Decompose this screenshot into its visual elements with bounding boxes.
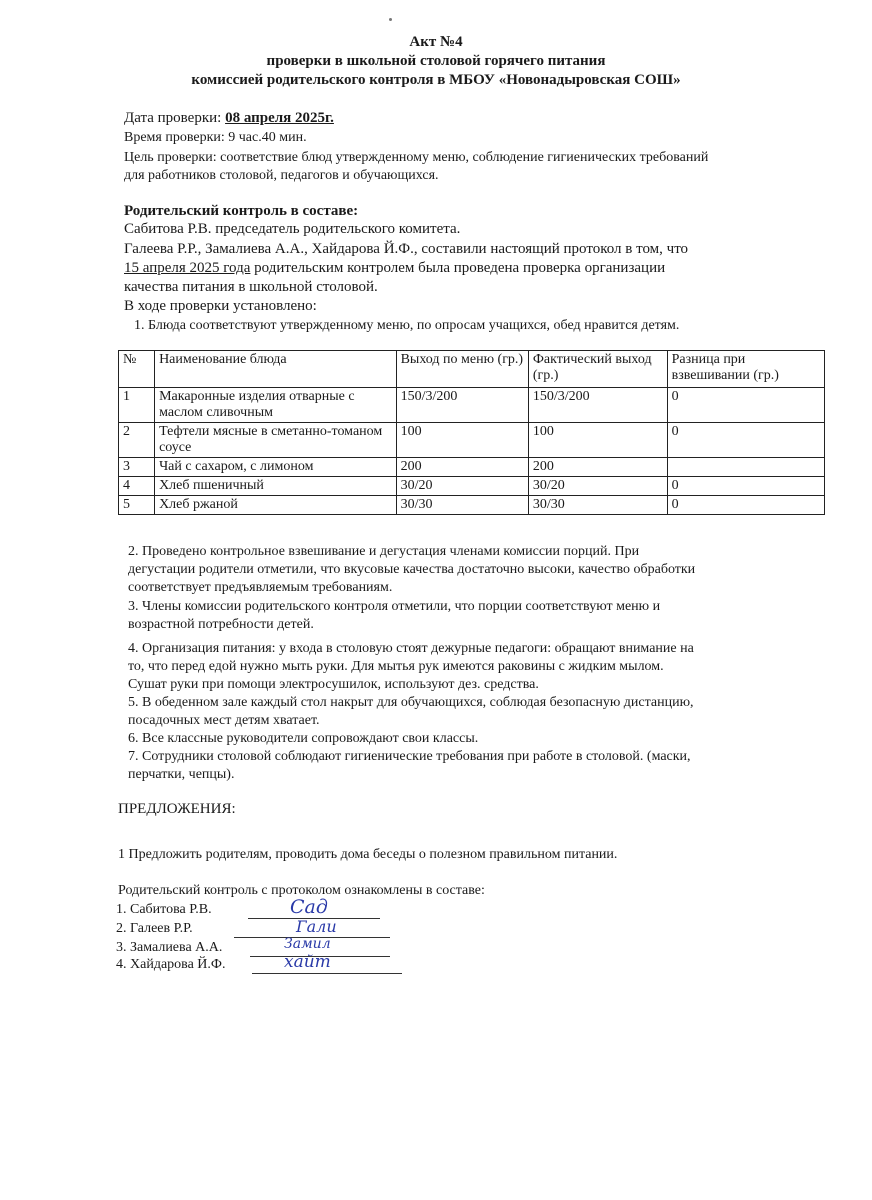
row-number: 4 — [119, 477, 155, 496]
dish-name: Чай с сахаром, с лимоном — [155, 458, 397, 477]
menu-yield: 30/20 — [396, 477, 528, 496]
table-header-row — [119, 351, 825, 388]
finding-4-l3: Сушат руки при помощи электросушилок, используют дез. средства. — [128, 677, 539, 692]
col-dish-name: Наименование блюда — [155, 351, 397, 388]
inspection-goal-l1: Цель проверки: соответствие блюд утвержденному меню, соблюдение гигиенических требований — [124, 150, 709, 165]
inspection-time: Время проверки: 9 час.40 мин. — [124, 130, 307, 145]
proposals-heading: ПРЕДЛОЖЕНИЯ: — [118, 801, 236, 817]
menu-yield: 100 — [396, 423, 528, 458]
weight-difference: 0 — [667, 477, 824, 496]
commission-members-l1: Галеева Р.Р., Замалиева А.А., Хайдарова Й.Ф., составили настоящий протокол в том, что — [124, 241, 689, 257]
weight-difference — [667, 458, 824, 477]
dish-name: Хлеб пшеничный — [155, 477, 397, 496]
inspection-goal-l2: для работников столовой, педагогов и обучающихся. — [124, 168, 439, 183]
signer-name: 3. Замалиева А.А. — [116, 940, 223, 955]
inspection-date — [124, 110, 334, 127]
signer-name: 1. Сабитова Р.В. — [116, 902, 212, 917]
date-label: Дата проверки: — [124, 110, 222, 126]
finding-2-l1: 2. Проведено контрольное взвешивание и дегустация членами комиссии порций. При — [128, 544, 640, 559]
finding-3-l2: возрастной потребности детей. — [128, 617, 314, 632]
signer-name: 2. Галеев Р.Р. — [116, 921, 193, 936]
finding-3-l1: 3. Члены комиссии родительского контроля отметили, что порции соответствуют меню и — [128, 599, 661, 614]
table-row — [119, 477, 825, 496]
dish-name: Хлеб ржаной — [155, 496, 397, 515]
findings-intro: В ходе проверки установлено: — [124, 298, 317, 314]
actual-yield: 30/30 — [528, 496, 667, 515]
col-weight-difference: Разница при взвешивании (гр.) — [667, 351, 824, 388]
commission-members-l2: 15 апреля 2025 года родительским контролем была проведена проверка организации — [124, 260, 666, 276]
finding-7-l2: перчатки, чепцы). — [128, 767, 235, 782]
scan-speck — [389, 18, 392, 21]
handwritten-signature: хайт — [284, 952, 331, 972]
handwritten-signature: Замил — [284, 936, 331, 952]
col-menu-yield: Выход по меню (гр.) — [396, 351, 528, 388]
handwritten-signature: Гали — [296, 917, 337, 936]
finding-2-l3: соответствует предъявляемым требованиям. — [128, 580, 393, 595]
table-row — [119, 388, 825, 423]
row-number: 1 — [119, 388, 155, 423]
date-value: 08 апреля 2025г. — [225, 110, 334, 126]
actual-yield: 30/20 — [528, 477, 667, 496]
acquainted-intro: Родительский контроль с протоколом ознакомлены в составе: — [118, 883, 485, 898]
row-number: 5 — [119, 496, 155, 515]
row-number: 3 — [119, 458, 155, 477]
finding-4-l1: 4. Организация питания: у входа в столовую стоят дежурные педагоги: обращают внимание на — [128, 641, 694, 656]
menu-yield: 150/3/200 — [396, 388, 528, 423]
finding-4-l2: то, что перед едой нужно мыть руки. Для мытья рук имеются раковины с жидким мылом. — [128, 659, 664, 674]
finding-7-l1: 7. Сотрудники столовой соблюдают гигиенические требования при работе в столовой. (маски, — [128, 749, 691, 764]
actual-yield: 200 — [528, 458, 667, 477]
finding-6: 6. Все классные руководители сопровождают свои классы. — [128, 731, 479, 746]
finding-1: 1. Блюда соответствуют утвержденному меню, по опросам учащихся, обед нравится детям. — [134, 318, 680, 333]
menu-yield: 200 — [396, 458, 528, 477]
table-row — [119, 423, 825, 458]
table-row — [119, 496, 825, 515]
weight-difference: 0 — [667, 496, 824, 515]
commission-members-l3: качества питания в школьной столовой. — [124, 279, 378, 295]
actual-yield: 100 — [528, 423, 667, 458]
col-actual-yield: Фактический выход (гр.) — [528, 351, 667, 388]
act-subtitle-2: комиссией родительского контроля в МБОУ «Новонадыровская СОШ» — [191, 72, 681, 88]
dish-name: Тефтели мясные в сметанно-томаном соусе — [155, 423, 397, 458]
signer-name: 4. Хайдарова Й.Ф. — [116, 957, 226, 972]
menu-yield: 30/30 — [396, 496, 528, 515]
row-number: 2 — [119, 423, 155, 458]
finding-5-l1: 5. В обеденном зале каждый стол накрыт для обучающихся, соблюдая безопасную дистанцию, — [128, 695, 694, 710]
proposal-1: 1 Предложить родителям, проводить дома беседы о полезном правильном питании. — [118, 847, 618, 862]
handwritten-signature: Сад — [290, 896, 328, 918]
signature-line — [252, 973, 402, 974]
table-row — [119, 458, 825, 477]
commission-chair: Сабитова Р.В. председатель родительского комитета. — [124, 221, 461, 237]
finding-5-l2: посадочных мест детям хватает. — [128, 713, 320, 728]
weight-difference: 0 — [667, 388, 824, 423]
actual-yield: 150/3/200 — [528, 388, 667, 423]
commission-heading: Родительский контроль в составе: — [124, 203, 359, 219]
finding-2-l2: дегустации родители отметили, что вкусовые качества достаточно высоки, качество обработки — [128, 562, 696, 577]
dishes-table — [118, 350, 825, 515]
weight-difference: 0 — [667, 423, 824, 458]
check-date: 15 апреля 2025 года — [124, 260, 251, 276]
col-number: № — [119, 351, 155, 388]
act-title: Акт №4 — [409, 34, 463, 50]
dish-name: Макаронные изделия отварные с маслом сливочным — [155, 388, 397, 423]
act-subtitle: проверки в школьной столовой горячего питания — [266, 53, 606, 69]
